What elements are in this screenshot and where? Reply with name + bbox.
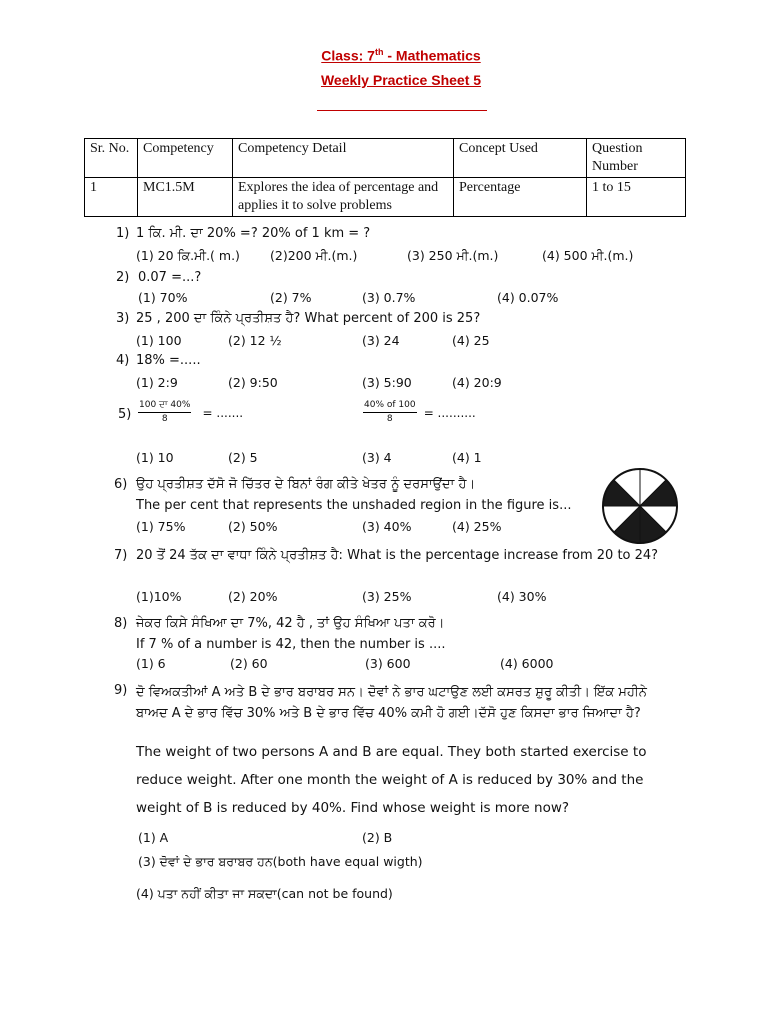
q9-option-1: (1) A: [138, 830, 169, 845]
q5-fraction-1-equals: = .......: [202, 406, 244, 420]
q8-option-2: (2) 60: [230, 656, 268, 671]
q3-text: 25 , 200 ਦਾ ਕਿੰਨੇ ਪ੍ਰਤੀਸ਼ਤ ਹੈ? What percent of 200 is 25?: [136, 311, 481, 326]
q7-option-4: (4) 30%: [497, 589, 547, 604]
q1-option-1: (1) 20 ਕਿ.ਮੀ.( m.): [136, 248, 240, 263]
header-question-number: Question Number: [587, 139, 686, 178]
q5-fraction-2-numerator: 40% of 100: [363, 400, 417, 413]
q4-option-1: (1) 2:9: [136, 375, 178, 390]
q6-number: 6): [114, 477, 128, 492]
header-sr-no: Sr. No.: [85, 139, 138, 178]
class-title: Class: 7th - Mathematics: [321, 47, 481, 64]
q3-option-4: (4) 25: [452, 333, 490, 348]
q3-option-3: (3) 24: [362, 333, 400, 348]
sheet-title: Weekly Practice Sheet 5: [320, 72, 482, 88]
q1-number: 1): [116, 226, 130, 241]
q5-expression-2: [363, 400, 476, 425]
q8-option-3: (3) 600: [365, 656, 411, 671]
q9-option-3: (3) ਦੋਵਾਂ ਦੇ ਭਾਰ ਬਰਾਬਰ ਹਨ(both have equal wigth): [138, 854, 423, 869]
table-row: [85, 178, 686, 217]
title-underline: [317, 110, 487, 111]
competency-table: [84, 138, 686, 217]
q8-text-punjabi: ਜੇਕਰ ਕਿਸੇ ਸੰਖਿਆ ਦਾ 7%, 42 ਹੈ , ਤਾਂ ਉਹ ਸੰਖਿਆ ਪਤਾ ਕਰੋ।: [136, 616, 445, 631]
q5-option-3: (3) 4: [362, 450, 392, 465]
q1-option-4: (4) 500 ਮੀ.(m.): [542, 248, 634, 263]
q9-text-english: The weight of two persons A and B are equal. They both started exercise to reduce weight. After one month the weight of A is reduced by 30% and the weight of B is reduced by 40%. Find whose weight is more now?: [136, 744, 647, 816]
q8-option-1: (1) 6: [136, 656, 166, 671]
q3-option-2: (2) 12 ½: [228, 333, 282, 348]
cell-concept-used: Percentage: [454, 178, 587, 217]
q5-fraction-1: [138, 400, 191, 425]
q7-option-3: (3) 25%: [362, 589, 412, 604]
cell-competency: MC1.5M: [138, 178, 233, 217]
q4-number: 4): [116, 353, 130, 368]
q8-text-english: If 7 % of a number is 42, then the number is ....: [136, 637, 446, 652]
q6-option-1: (1) 75%: [136, 519, 186, 534]
q2-number: 2): [116, 270, 130, 285]
q1-option-2: (2)200 ਮੀ.(m.): [270, 248, 358, 263]
q5-fraction-1-denominator: 8: [161, 414, 168, 424]
q2-option-4: (4) 0.07%: [497, 290, 559, 305]
q5-fraction-2-equals: = ..........: [423, 406, 476, 420]
q2-option-2: (2) 7%: [270, 290, 312, 305]
q1-text: 1 ਕਿ. ਮੀ. ਦਾ 20% =? 20% of 1 km = ?: [136, 226, 371, 241]
q9-option-4: (4) ਪਤਾ ਨਹੀਂ ਕੀਤਾ ਜਾ ਸਕਦਾ(can not be found): [136, 886, 393, 901]
q4-option-3: (3) 5:90: [362, 375, 412, 390]
header-concept-used: Concept Used: [454, 139, 587, 178]
q3-option-1: (1) 100: [136, 333, 182, 348]
q5-fraction-2: [363, 400, 417, 425]
q7-option-1: (1)10%: [136, 589, 182, 604]
q6-option-3: (3) 40%: [362, 519, 412, 534]
q7-option-2: (2) 20%: [228, 589, 278, 604]
q4-option-4: (4) 20:9: [452, 375, 502, 390]
q5-fraction-2-denominator: 8: [386, 414, 393, 424]
q8-option-4: (4) 6000: [500, 656, 554, 671]
q7-text: 20 ਤੋਂ 24 ਤੱਕ ਦਾ ਵਾਧਾ ਕਿੰਨੇ ਪ੍ਰਤੀਸ਼ਤ ਹੈ: What is the percentage increase from 20 to 24?: [136, 548, 659, 563]
q2-option-1: (1) 70%: [138, 290, 188, 305]
q9-option-2: (2) B: [362, 830, 393, 845]
header-competency: Competency: [138, 139, 233, 178]
q3-number: 3): [116, 311, 130, 326]
q5-fraction-1-numerator: 100 ਦਾ 40%: [138, 400, 191, 413]
q6-option-2: (2) 50%: [228, 519, 278, 534]
q5-option-2: (2) 5: [228, 450, 258, 465]
cell-competency-detail: Explores the idea of percentage and applies it to solve problems: [233, 178, 454, 217]
header-competency-detail: Competency Detail: [233, 139, 454, 178]
q5-option-1: (1) 10: [136, 450, 174, 465]
q6-text-punjabi: ਉਹ ਪ੍ਰਤੀਸ਼ਤ ਦੱਸੋ ਜੋ ਚਿੱਤਰ ਦੇ ਬਿਨਾਂ ਰੰਗ ਕੀਤੇ ਖੇਤਰ ਨੂੰ ਦਰਸਾਉਂਦਾ ਹੈ।: [136, 477, 476, 492]
q4-text: 18% =.....: [136, 353, 201, 368]
q8-number: 8): [114, 616, 128, 631]
q2-option-3: (3) 0.7%: [362, 290, 416, 305]
q1-option-3: (3) 250 ਮੀ.(m.): [407, 248, 499, 263]
q6-text-english: The per cent that represents the unshaded region in the figure is...: [136, 498, 572, 513]
q6-option-4: (4) 25%: [452, 519, 502, 534]
q9-text-punjabi: ਦੋ ਵਿਅਕਤੀਆਂ A ਅਤੇ B ਦੇ ਭਾਰ ਬਰਾਬਰ ਸਨ। ਦੋਵਾਂ ਨੇ ਭਾਰ ਘਟਾਉਣ ਲਈ ਕਸਰਤ ਸ਼ੁਰੂ ਕੀਤੀ। ਇੱਕ ਮਹੀਨੇ ਬਾਅਦ A ਦੇ ਭਾਰ ਵਿੱਚ 30% ਅਤੇ B ਦੇ ਭਾਰ ਵਿੱਚ 40% ਕਮੀ ਹੋ ਗਈ।ਦੱਸੋ ਹੁਣ ਕਿਸਦਾ ਭਾਰ ਜਿਆਦਾ ਹੈ?: [136, 685, 647, 721]
q4-option-2: (2) 9:50: [228, 375, 278, 390]
q5-number: 5): [118, 407, 132, 422]
table-header-row: [85, 139, 686, 178]
q5-expression-1: [138, 400, 243, 425]
q6-circle-figure: [600, 466, 680, 546]
q9-number: 9): [114, 683, 128, 698]
q2-text: 0.07 =...?: [138, 270, 202, 285]
cell-sr-no: 1: [85, 178, 138, 217]
q7-number: 7): [114, 548, 128, 563]
cell-question-number: 1 to 15: [587, 178, 686, 217]
q5-option-4: (4) 1: [452, 450, 482, 465]
